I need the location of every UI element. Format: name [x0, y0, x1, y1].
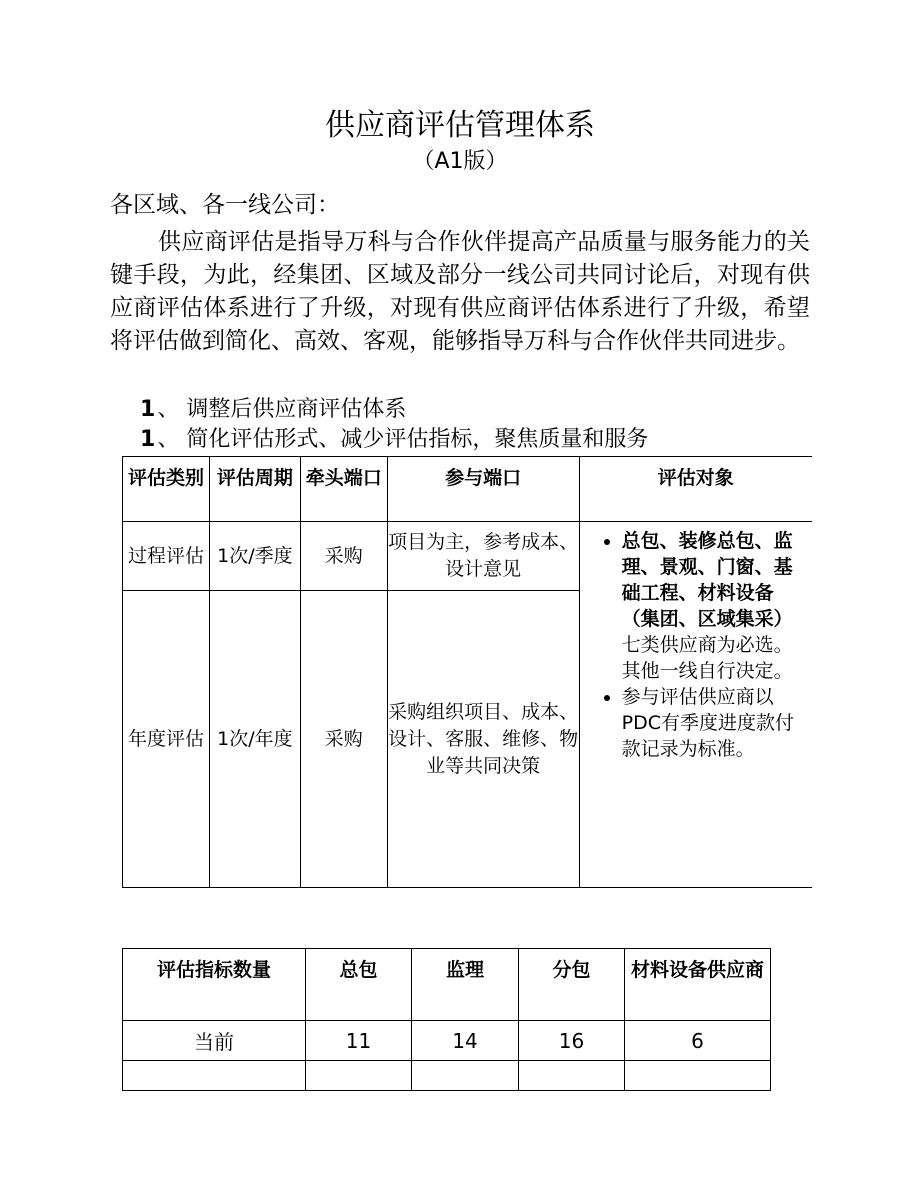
- salutation: 各区域、各一线公司：: [110, 192, 340, 218]
- section-number: 1: [140, 427, 156, 452]
- cell-participants: 项目为主，参考成本、设计意见: [387, 522, 579, 591]
- cell-category: 年度评估: [123, 591, 210, 888]
- header-lead: 牵头端口: [300, 457, 387, 522]
- row-label: 当前: [123, 1021, 306, 1061]
- document-title: 供应商评估管理体系: [325, 108, 595, 143]
- section-separator: 、: [157, 397, 180, 422]
- cell-value: [625, 1061, 771, 1091]
- cell-cycle: 1次/季度: [209, 522, 300, 591]
- section-heading: [140, 395, 406, 425]
- section-text: 简化评估形式、减少评估指标，聚焦质量和服务: [186, 427, 649, 452]
- cell-value: [306, 1061, 412, 1091]
- scope-bold-text: 总包、装修总包、监理、景观、门窗、基础工程、材料设备（集团、区域集采）: [621, 530, 793, 630]
- header-indicator-count: 评估指标数量: [123, 949, 306, 1021]
- cell-value: [412, 1061, 519, 1091]
- table-row: [123, 522, 813, 591]
- cell-value: 16: [519, 1021, 625, 1061]
- scope-text: 七类供应商为必选。其他一线自行决定。: [621, 634, 793, 682]
- row-label: [123, 1061, 306, 1091]
- list-item: [622, 528, 812, 684]
- indicator-count-table: [122, 948, 771, 1091]
- header-category: 评估类别: [123, 457, 210, 522]
- cell-lead: 采购: [300, 591, 387, 888]
- header-scope: 评估对象: [579, 457, 812, 522]
- evaluation-table: [122, 456, 812, 888]
- header-material-supplier: 材料设备供应商: [625, 949, 771, 1021]
- section-separator: 、: [157, 427, 180, 452]
- scope-list: [580, 528, 812, 762]
- header-subcontract: 分包: [519, 949, 625, 1021]
- cell-scope: [579, 522, 812, 888]
- header-supervision: 监理: [412, 949, 519, 1021]
- cell-cycle: 1次/年度: [209, 591, 300, 888]
- header-general-contract: 总包: [306, 949, 412, 1021]
- intro-paragraph: 供应商评估是指导万科与合作伙伴提高产品质量与服务能力的关键手段，为此，经集团、区域及部分一线公司共同讨论后，对现有供应商评估体系进行了升级，对现有供应商评估体系进行了升级，希望将评估做到简化、高效、客观，能够指导万科与合作伙伴共同进步。: [110, 229, 810, 354]
- list-item: [622, 684, 812, 762]
- cell-category: 过程评估: [123, 522, 210, 591]
- scope-text: 参与评估供应商以PDC有季度进度款付款记录为标准。: [621, 686, 794, 760]
- section-number: 1: [140, 397, 156, 422]
- table-row: [123, 1021, 771, 1061]
- section-heading: [140, 425, 648, 455]
- cell-value: 11: [306, 1021, 412, 1061]
- table-row: [123, 1061, 771, 1091]
- document-version: （A1版）: [412, 149, 508, 174]
- cell-lead: 采购: [300, 522, 387, 591]
- cell-value: 6: [625, 1021, 771, 1061]
- cell-participants: 采购组织项目、成本、设计、客服、维修、物业等共同决策: [387, 591, 579, 888]
- header-cycle: 评估周期: [209, 457, 300, 522]
- header-participants: 参与端口: [387, 457, 579, 522]
- section-text: 调整后供应商评估体系: [186, 397, 407, 422]
- cell-value: [519, 1061, 625, 1091]
- cell-value: 14: [412, 1021, 519, 1061]
